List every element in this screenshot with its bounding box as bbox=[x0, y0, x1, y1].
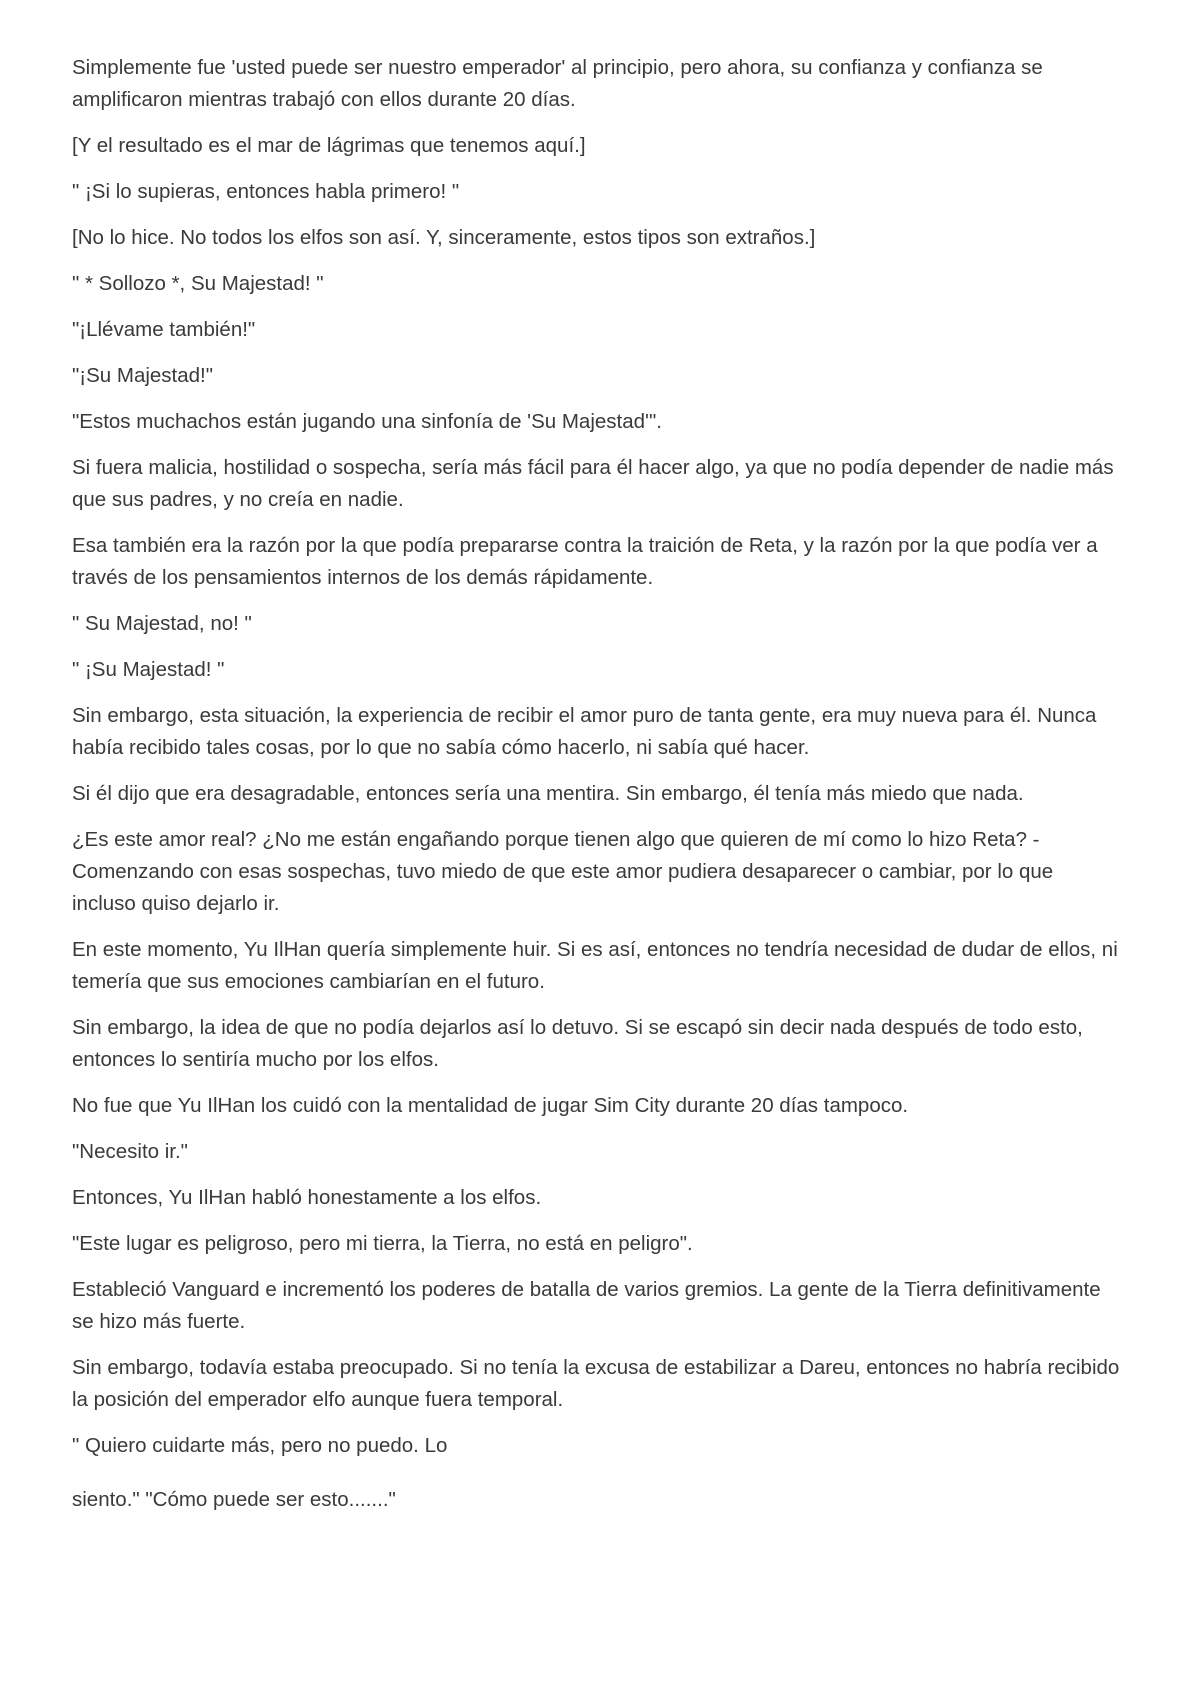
paragraph: siento." "Cómo puede ser esto......." bbox=[72, 1488, 396, 1511]
paragraph: "Este lugar es peligroso, pero mi tierra, la Tierra, no está en peligro". bbox=[72, 1232, 693, 1255]
paragraph: Sin embargo, todavía estaba preocupado. Si no tenía la excusa de estabilizar a Dareu, entonces no habría recibido la posición del emperador elfo aunque fuera temporal. bbox=[72, 1356, 1120, 1411]
paragraph: Esa también era la razón por la que podía prepararse contra la traición de Reta, y la razón por la que podía ver a través de los pensamientos internos de los demás rápidamente. bbox=[72, 534, 1098, 589]
paragraph: " * Sollozo *, Su Majestad! " bbox=[72, 272, 324, 295]
paragraph: ¿Es este amor real? ¿No me están engañando porque tienen algo que quieren de mí como lo hizo Reta? - Comenzando con esas sospechas, tuvo miedo de que este amor pudiera desaparecer o cambiar, por lo que incluso quiso dejarlo ir. bbox=[72, 828, 1054, 915]
paragraph: Sin embargo, la idea de que no podía dejarlos así lo detuvo. Si se escapó sin decir nada después de todo esto, entonces lo sentiría mucho por los elfos. bbox=[72, 1016, 1083, 1071]
paragraph: En este momento, Yu IlHan quería simplemente huir. Si es así, entonces no tendría necesidad de dudar de ellos, ni temería que sus emociones cambiarían en el futuro. bbox=[72, 938, 1118, 993]
paragraph: " ¡Si lo supieras, entonces habla primero! " bbox=[72, 180, 460, 203]
paragraph: [Y el resultado es el mar de lágrimas que tenemos aquí.] bbox=[72, 134, 586, 157]
paragraph: Si él dijo que era desagradable, entonces sería una mentira. Sin embargo, él tenía más miedo que nada. bbox=[72, 782, 1024, 805]
paragraph: "¡Llévame también!" bbox=[72, 318, 256, 341]
paragraph: No fue que Yu IlHan los cuidó con la mentalidad de jugar Sim City durante 20 días tampoco. bbox=[72, 1094, 909, 1117]
paragraph: Si fuera malicia, hostilidad o sospecha, sería más fácil para él hacer algo, ya que no podía depender de nadie más que sus padres, y no creía en nadie. bbox=[72, 456, 1114, 511]
paragraph: " Quiero cuidarte más, pero no puedo. Lo bbox=[72, 1434, 448, 1457]
paragraph: "Estos muchachos están jugando una sinfonía de 'Su Majestad'". bbox=[72, 410, 662, 433]
paragraph: " Su Majestad, no! " bbox=[72, 612, 252, 635]
paragraph: [No lo hice. No todos los elfos son así. Y, sinceramente, estos tipos son extraños.] bbox=[72, 226, 816, 249]
paragraph: "¡Su Majestad!" bbox=[72, 364, 214, 387]
paragraph: Entonces, Yu IlHan habló honestamente a los elfos. bbox=[72, 1186, 542, 1209]
paragraph: "Necesito ir." bbox=[72, 1140, 188, 1163]
paragraph: Simplemente fue 'usted puede ser nuestro emperador' al principio, pero ahora, su confianza y confianza se amplificaron mientras trabajó con ellos durante 20 días. bbox=[72, 56, 1043, 111]
paragraph: Sin embargo, esta situación, la experiencia de recibir el amor puro de tanta gente, era muy nueva para él. Nunca había recibido tales cosas, por lo que no sabía cómo hacerlo, ni sabía qué hacer. bbox=[72, 704, 1097, 759]
paragraph: Estableció Vanguard e incrementó los poderes de batalla de varios gremios. La gente de la Tierra definitivamente se hizo más fuerte. bbox=[72, 1278, 1101, 1333]
paragraph: " ¡Su Majestad! " bbox=[72, 658, 225, 681]
document-body bbox=[72, 52, 1122, 1530]
